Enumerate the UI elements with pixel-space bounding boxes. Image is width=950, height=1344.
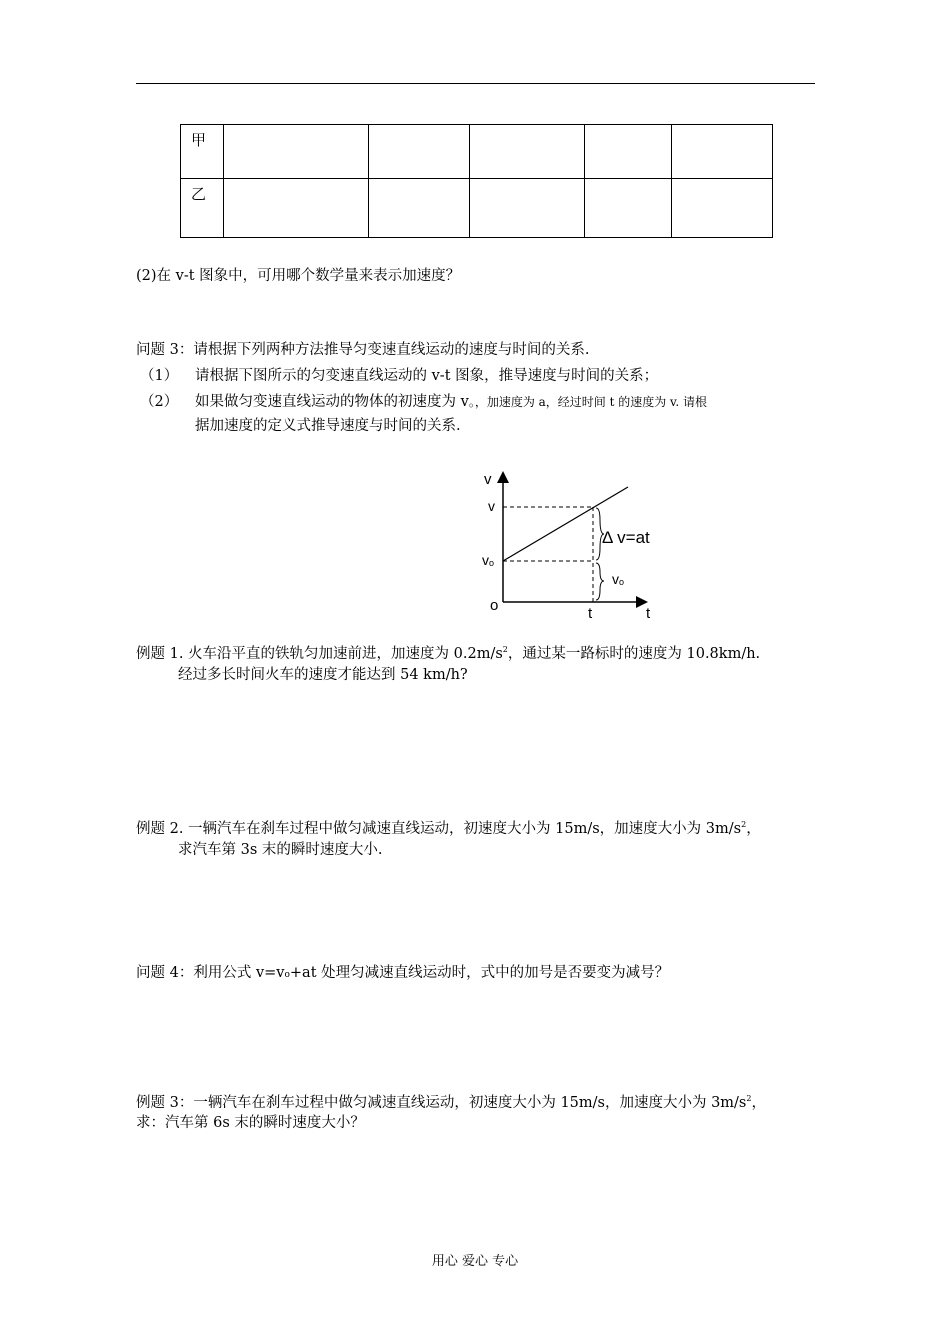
question-3-item-1-text: 请根据下图所示的匀变速直线运动的 v-t 图象，推导速度与时间的关系；: [195, 368, 659, 384]
table-cell: [585, 179, 672, 238]
question-3-item-2-text: 如果做匀变速直线运动的物体的初速度为 v。，加速度为 a，经过时间 t 的速度为 v. 请根: [195, 394, 708, 410]
example-1-line-2: 经过多长时间火车的速度才能达到 54 km/h?: [178, 667, 468, 683]
table-cell: [224, 179, 369, 238]
question-3-item-1-number: （1）: [140, 368, 179, 384]
table-row: [181, 125, 773, 179]
example-3-line-2: 求：汽车第 6s 末的瞬时速度大小？: [136, 1115, 365, 1131]
table-cell: [672, 125, 773, 179]
row-label-jia: 甲: [181, 125, 224, 179]
t-tick-label: t: [588, 605, 593, 622]
v0-tick-label: vo: [482, 552, 495, 568]
question-3-title: 问题 3：请根据下列两种方法推导匀变速直线运动的速度与时间的关系.: [136, 342, 590, 358]
table-cell: [369, 125, 470, 179]
velocity-line: [503, 487, 628, 561]
y-axis-label: v: [484, 471, 492, 488]
example-3-line-1: 例题 3：一辆汽车在刹车过程中做匀减速直线运动，初速度大小为 15m/s，加速度大小为 $3m/s^2$，: [136, 1094, 766, 1111]
table-cell: [585, 125, 672, 179]
header-rule: [136, 83, 815, 84]
example-2-line-2: 求汽车第 3s 末的瞬时速度大小.: [178, 842, 383, 858]
table-cell: [672, 179, 773, 238]
example-2-line-1: 例题 2. 一辆汽车在刹车过程中做匀减速直线运动，初速度大小为 15m/s，加速度大小为 $3m/s^2$，: [136, 820, 761, 837]
table-cell: [369, 179, 470, 238]
question-2-part-2: (2)在 v-t 图象中，可用哪个数学量来表示加速度？: [136, 268, 461, 284]
v-tick-label: v: [488, 498, 495, 514]
table-cell: [470, 125, 585, 179]
brace-v0-label: vo: [612, 571, 625, 587]
origin-label: o: [490, 597, 499, 614]
example-1-line-1: 例题 1. 火车沿平直的铁轨匀加速前进，加速度为 $0.2m/s^2$，通过某一路标时的速度为 10.8km/h.: [136, 645, 761, 662]
table-row: [181, 179, 773, 238]
x-axis-label: t: [646, 605, 651, 622]
delta-v-label: Δ v=at: [602, 528, 650, 547]
question-3-item-2-line-2: 据加速度的定义式推导速度与时间的关系.: [195, 418, 461, 434]
page-footer: 用心 爱心 专心: [431, 1254, 519, 1269]
question-4: 问题 4：利用公式 v=vo+at 处理匀减速直线运动时，式中的加号是否要变为减号？: [136, 965, 670, 981]
v0-brace: [596, 563, 604, 600]
row-label-yi: 乙: [181, 179, 224, 238]
vt-graph: [470, 464, 670, 624]
table-cell: [224, 125, 369, 179]
data-table: [180, 124, 773, 238]
table-cell: [470, 179, 585, 238]
question-3-item-2-number: （2）: [140, 394, 179, 410]
